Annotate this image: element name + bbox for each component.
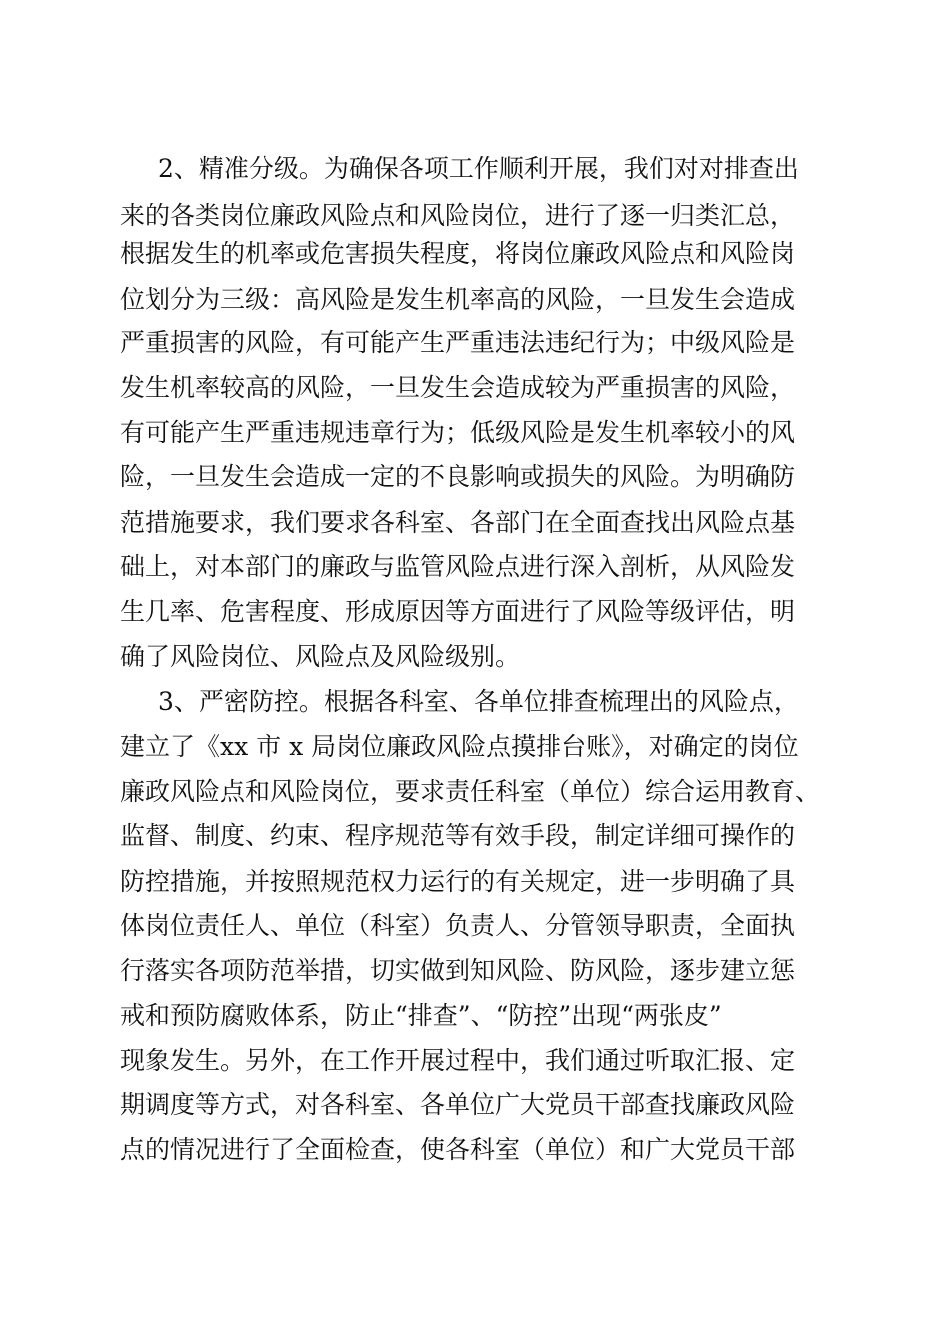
paragraph-line: 监督、制度、约束、程序规范等有效手段，制定详细可操作的 [120, 821, 796, 850]
paragraph-line: 生几率、危害程度、形成原因等方面进行了风险等级评估，明 [120, 597, 796, 626]
paragraph-line: 2、精准分级。为确保各项工作顺利开展，我们对对排查出 [158, 154, 799, 183]
paragraph-line: 位划分为三级：高风险是发生机率高的风险，一旦发生会造成 [120, 285, 796, 314]
paragraph-line: 根据发生的机率或危害损失程度，将岗位廉政风险点和风险岗 [120, 239, 796, 268]
paragraph-line: 险，一旦发生会造成一定的不良影响或损失的风险。为明确防 [120, 462, 796, 491]
paragraph-line: 发生机率较高的风险，一旦发生会造成较为严重损害的风险， [120, 373, 796, 402]
paragraph-line: 建立了《xx 市 x 局岗位廉政风险点摸排台账》，对确定的岗位 [120, 732, 799, 761]
paragraph-line: 期调度等方式，对各科室、各单位广大党员干部查找廉政风险 [120, 1090, 796, 1119]
paragraph-line: 范措施要求，我们要求各科室、各部门在全面查找出风险点基 [120, 508, 796, 537]
paragraph-line: 廉政风险点和风险岗位，要求责任科室（单位）综合运用教育、 [120, 777, 821, 806]
paragraph-line: 体岗位责任人、单位（科室）负责人、分管领导职责，全面执 [120, 911, 796, 940]
paragraph-line: 础上，对本部门的廉政与监管风险点进行深入剖析，从风险发 [120, 552, 796, 581]
paragraph-line: 来的各类岗位廉政风险点和风险岗位，进行了逐一归类汇总， [120, 201, 796, 230]
paragraph-line: 有可能产生严重违规违章行为；低级风险是发生机率较小的风 [120, 418, 796, 447]
paragraph-line: 防控措施，并按照规范权力运行的有关规定，进一步明确了具 [120, 867, 796, 896]
paragraph-line: 确了风险岗位、风险点及风险级别。 [120, 642, 521, 671]
paragraph-line: 点的情况进行了全面检查，使各科室（单位）和广大党员干部 [120, 1135, 796, 1164]
paragraph-line: 戒和预防腐败体系，防止“排查”、“防控”出现“两张皮” [120, 1001, 722, 1030]
paragraph-line: 行落实各项防范举措，切实做到知风险、防风险，逐步建立惩 [120, 956, 796, 985]
paragraph-line: 严重损害的风险，有可能产生严重违法违纪行为；中级风险是 [120, 328, 796, 357]
paragraph-line: 现象发生。另外，在工作开展过程中，我们通过听取汇报、定 [120, 1046, 796, 1075]
paragraph-line: 3、严密防控。根据各科室、各单位排查梳理出的风险点， [158, 687, 799, 716]
